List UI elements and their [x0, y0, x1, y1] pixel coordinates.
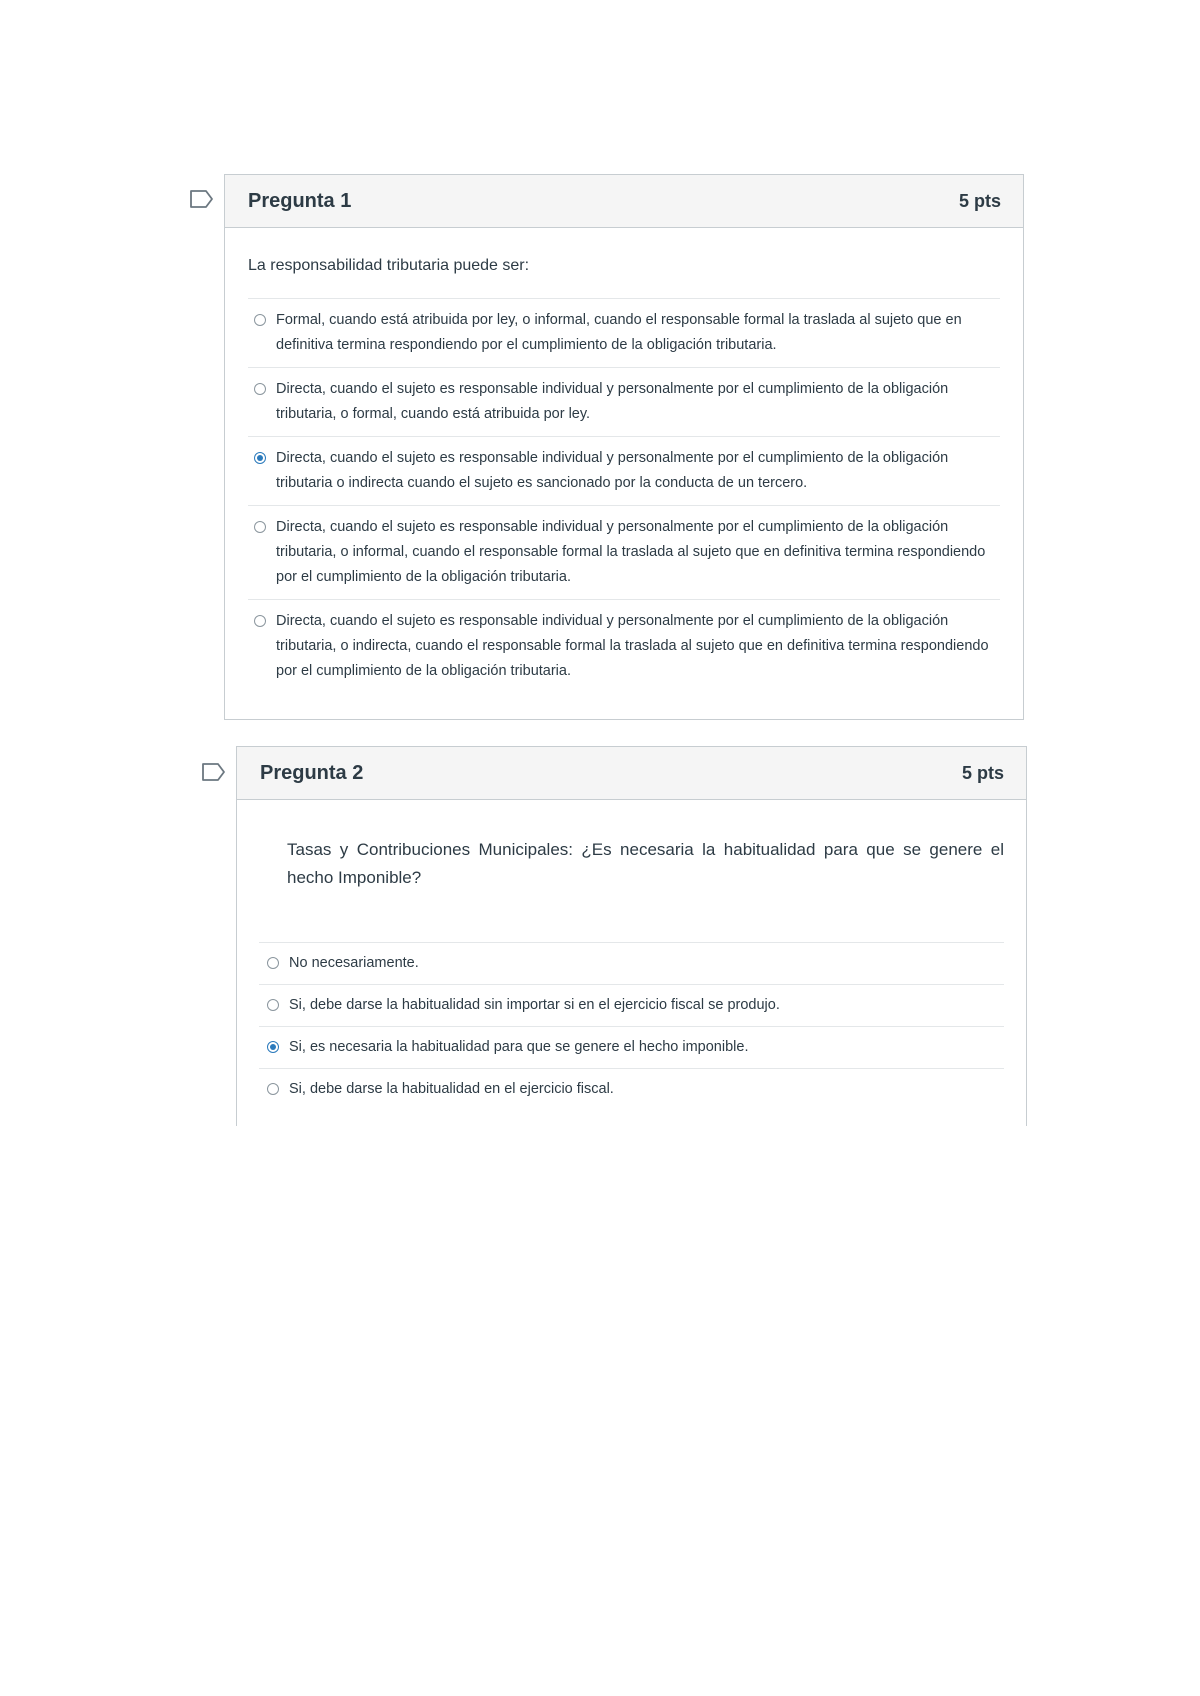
answer-option[interactable]	[259, 943, 1004, 985]
flag-question-icon[interactable]	[201, 761, 227, 783]
question-1	[224, 174, 1024, 720]
question-title: Pregunta 1	[248, 189, 352, 212]
question-points: 5 pts	[958, 190, 1001, 211]
answer-label: Si, debe darse la habitualidad en el ejercicio fiscal.	[289, 1081, 614, 1097]
answer-label: Directa, cuando el sujeto es responsable individual y personalmente por el cumplimiento de la obligación tributaria o indirecta cuando el sujeto es sancionado por la conducta de un tercero.	[276, 450, 949, 491]
answer-option[interactable]	[259, 1069, 1004, 1110]
answer-option[interactable]	[259, 1027, 1004, 1069]
question-text: La responsabilidad tributaria puede ser:	[248, 257, 530, 274]
answer-label: Directa, cuando el sujeto es responsable individual y personalmente por el cumplimiento de la obligación tributaria, o informal, cuando el responsable formal la traslada al sujeto que en definitiva termina respondiendo por el cumplimiento de la obligación tributaria.	[276, 519, 986, 585]
answer-list	[259, 942, 1004, 1110]
answer-label: Si, es necesaria la habitualidad para que se genere el hecho imponible.	[289, 1039, 749, 1055]
answer-option[interactable]	[248, 437, 1000, 506]
answer-label: Formal, cuando está atribuida por ley, o informal, cuando el responsable formal la traslada al sujeto que en definitiva termina respondiendo por el cumplimiento de la obligación tributaria.	[276, 312, 962, 353]
answer-label: Si, debe darse la habitualidad sin importar si en el ejercicio fiscal se produjo.	[289, 997, 780, 1013]
answer-label: Directa, cuando el sujeto es responsable individual y personalmente por el cumplimiento de la obligación tributaria, o indirecta, cuando el responsable formal la traslada al sujeto que en definitiva termina respondiendo por el cumplimiento de la obligación tributaria.	[276, 613, 989, 679]
answer-option[interactable]	[248, 506, 1000, 600]
radio-button[interactable]	[254, 615, 266, 627]
question-header	[225, 175, 1023, 228]
answer-option[interactable]	[248, 299, 1000, 368]
radio-button[interactable]	[254, 314, 266, 326]
answer-label: No necesariamente.	[289, 955, 419, 971]
question-header	[237, 747, 1026, 800]
flag-question-icon[interactable]	[189, 188, 215, 210]
question-text: Tasas y Contribuciones Municipales: ¿Es necesaria la habitualidad para que se genere el hecho Imponible?	[287, 840, 1004, 887]
question-title: Pregunta 2	[260, 761, 364, 784]
answer-list	[248, 298, 1000, 693]
radio-button[interactable]	[254, 383, 266, 395]
answer-option[interactable]	[248, 600, 1000, 693]
answer-option[interactable]	[248, 368, 1000, 437]
radio-button[interactable]	[254, 452, 266, 464]
question-2	[236, 746, 1027, 1126]
radio-button[interactable]	[267, 1041, 279, 1053]
question-points: 5 pts	[961, 762, 1004, 783]
radio-button[interactable]	[267, 957, 279, 969]
radio-button[interactable]	[267, 1083, 279, 1095]
answer-option[interactable]	[259, 985, 1004, 1027]
radio-button[interactable]	[254, 521, 266, 533]
answer-label: Directa, cuando el sujeto es responsable individual y personalmente por el cumplimiento de la obligación tributaria, o formal, cuando está atribuida por ley.	[276, 381, 949, 422]
radio-button[interactable]	[267, 999, 279, 1011]
